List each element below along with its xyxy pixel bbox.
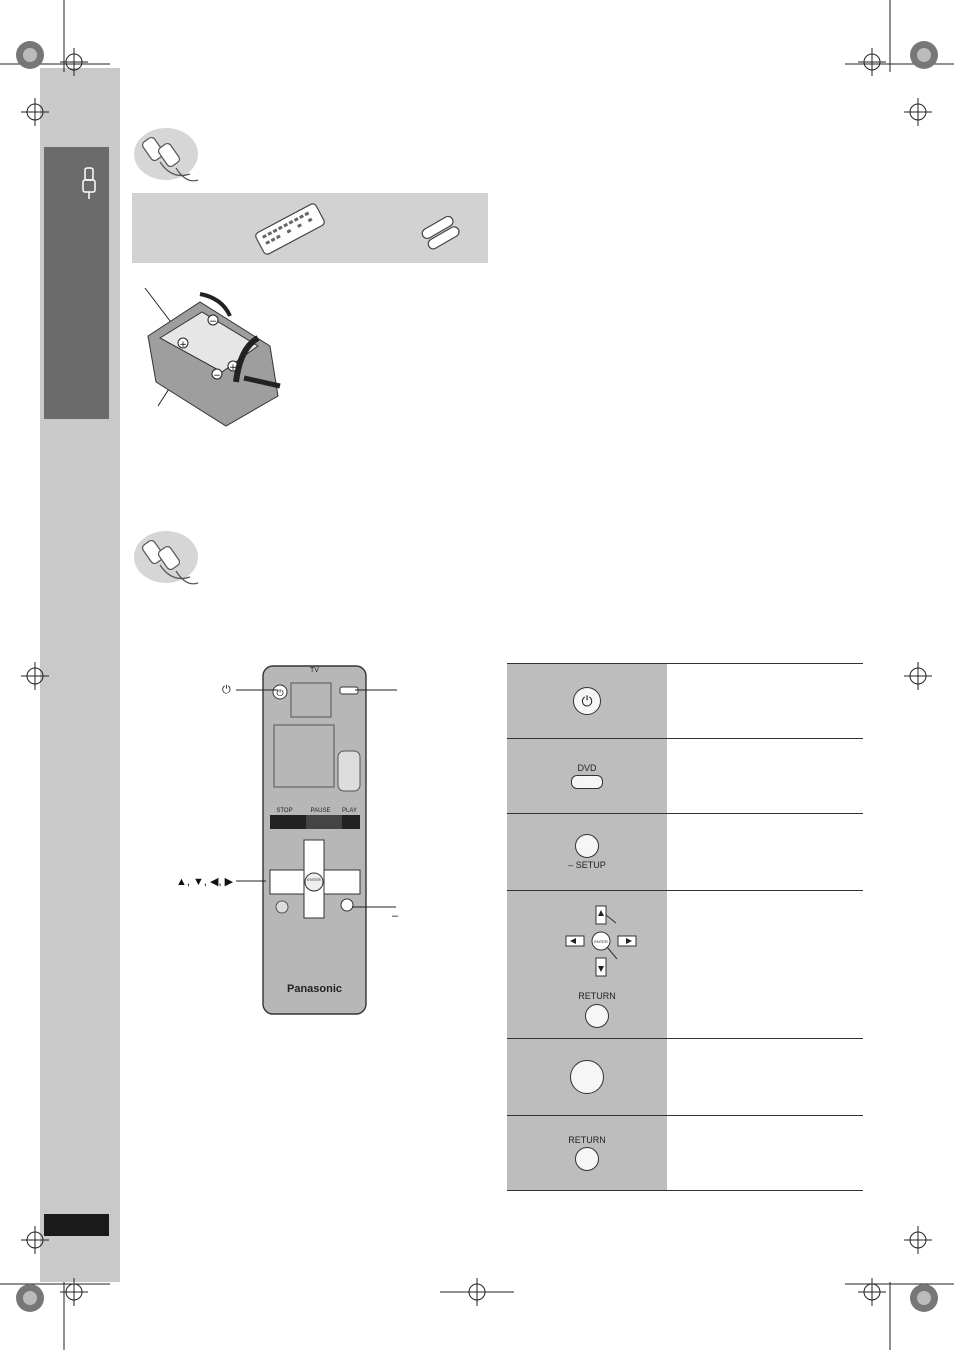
row-key-large (507, 1039, 667, 1115)
table-row-setup (507, 814, 863, 891)
remote-tv-label: TV (310, 667, 319, 674)
svg-text:+: + (229, 363, 237, 373)
batteries-icon (420, 215, 460, 251)
table-row-large-button (507, 1039, 863, 1116)
accessories-illustration (132, 193, 488, 263)
row-key-return (507, 1116, 667, 1190)
return-button-icon-1 (585, 1004, 609, 1028)
setup-button-icon (575, 834, 599, 858)
cable-section-icon-2 (132, 527, 202, 591)
dvd-button-icon (571, 775, 603, 789)
button-reference-table (507, 663, 863, 1191)
remote-control-diagram (262, 665, 367, 1015)
table-row-dvd (507, 739, 863, 814)
return-button-icon-2 (575, 1147, 599, 1171)
row-key-power (507, 664, 667, 738)
return-label-1: RETURN (578, 991, 616, 1001)
power-leader-line (236, 688, 286, 692)
row-key-navigation (507, 891, 667, 1038)
remote-control-icon (254, 202, 325, 255)
remote-play-label: PLAY (342, 808, 357, 814)
row-key-setup (507, 814, 667, 890)
remote-enter-label: ENTER (307, 877, 321, 882)
arrows-callout: ▲, ▼, ◀, ▶ (176, 876, 234, 888)
return-setup-callout: – (392, 910, 399, 922)
large-round-button-icon (570, 1060, 604, 1094)
table-row-navigation (507, 891, 863, 1039)
return-label-2: RETURN (568, 1135, 606, 1145)
dvd-label: DVD (577, 763, 597, 773)
dvd-leader-line (355, 687, 399, 693)
svg-text:−: − (213, 371, 221, 381)
cable-section-icon (132, 124, 202, 188)
table-row-power (507, 664, 863, 739)
setup-label: – SETUP (568, 860, 606, 870)
battery-insertion-diagram (140, 286, 300, 436)
remote-pause-label: PAUSE (310, 808, 331, 814)
accessories-bar (132, 193, 488, 263)
arrows-leader-line (236, 879, 266, 883)
remote-stop-label: STOP (276, 808, 293, 814)
row-key-dvd (507, 739, 667, 813)
svg-text:+: + (179, 340, 187, 350)
power-button-icon: ⏻ (573, 687, 601, 715)
svg-text:−: − (209, 317, 217, 327)
remote-brand-label: Panasonic (286, 983, 343, 995)
power-callout-icon: ⏻ (222, 684, 231, 696)
svg-text:⏻: ⏻ (276, 689, 284, 699)
table-row-return (507, 1116, 863, 1191)
enter-label: ENTER (594, 939, 608, 944)
